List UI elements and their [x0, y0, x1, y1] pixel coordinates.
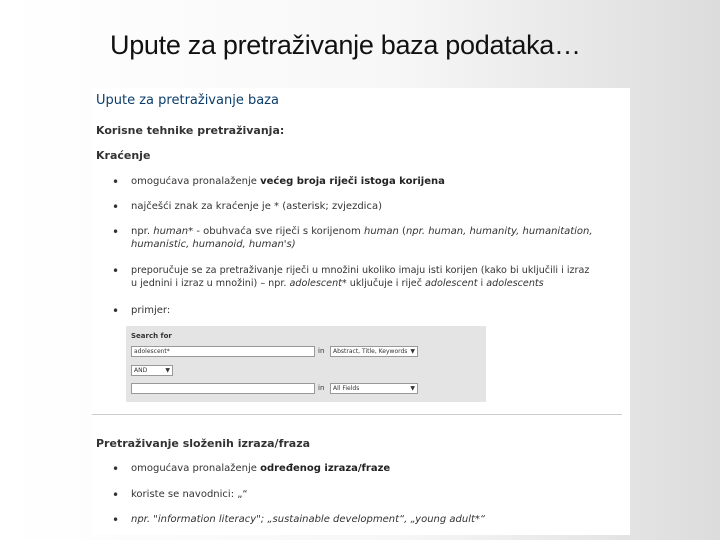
bullet-text-continuation: humanistic, humanoid, human's) — [131, 239, 296, 250]
bullet-text: koriste se navodnici: „“ — [131, 489, 248, 500]
bullet-dot: • — [112, 200, 120, 214]
field-select-1[interactable]: Abstract, Title, Keywords ▼ — [330, 346, 418, 357]
bullet-text-continuation: u jednini i izraz u množini) – npr. adolescent* uključuje i riječ adolescent i adolescents — [131, 278, 544, 289]
divider — [92, 414, 622, 415]
search-form-example — [126, 326, 486, 402]
field-select-2[interactable]: All Fields ▼ — [330, 383, 418, 394]
bullet-dot: • — [112, 513, 120, 527]
bullet-text: najčešći znak za kraćenje je * (asterisk; zvjezdica) — [131, 201, 382, 212]
bullet-dot: • — [112, 488, 120, 502]
chevron-down-icon: ▼ — [165, 367, 170, 374]
bullet-text: preporučuje se za pretraživanje riječi u množini ukoliko imaju isti korijen (kako bi uključili i izraz — [131, 265, 590, 276]
section-heading-phrases: Pretraživanje složenih izraza/fraza — [96, 437, 311, 450]
bullet-text: primjer: — [131, 305, 171, 316]
bullet-dot: • — [112, 304, 120, 318]
section-heading-truncation: Kraćenje — [96, 149, 151, 162]
chevron-down-icon: ▼ — [410, 348, 415, 355]
slide-title: Upute za pretraživanje baza podataka… — [110, 30, 581, 60]
search-term-input-2[interactable] — [131, 383, 315, 394]
bullet-dot: • — [112, 264, 120, 278]
search-term-input-1[interactable]: adolescent* — [131, 346, 315, 357]
bullet-text: omogućava pronalaženje većeg broja riječi istoga korijena — [131, 176, 445, 187]
in-label: in — [318, 347, 325, 355]
document-screenshot — [92, 88, 630, 535]
chevron-down-icon: ▼ — [410, 385, 415, 392]
operator-select[interactable]: AND ▼ — [131, 365, 173, 376]
search-for-label: Search for — [131, 332, 172, 340]
bullet-text: npr. human* - obuhvaća sve riječi s korijenom human (npr. human, humanity, humanitation, — [131, 226, 593, 237]
bullet-text: npr. "information literacy"; „sustainable development“, „young adult*“ — [131, 514, 486, 525]
doc-title: Upute za pretraživanje baza — [96, 93, 279, 108]
in-label: in — [318, 384, 325, 392]
section-heading-techniques: Korisne tehnike pretraživanja: — [96, 124, 285, 137]
bullet-text: omogućava pronalaženje određenog izraza/fraze — [131, 463, 391, 474]
bullet-dot: • — [112, 175, 120, 189]
bullet-dot: • — [112, 225, 120, 239]
bullet-dot: • — [112, 462, 120, 476]
